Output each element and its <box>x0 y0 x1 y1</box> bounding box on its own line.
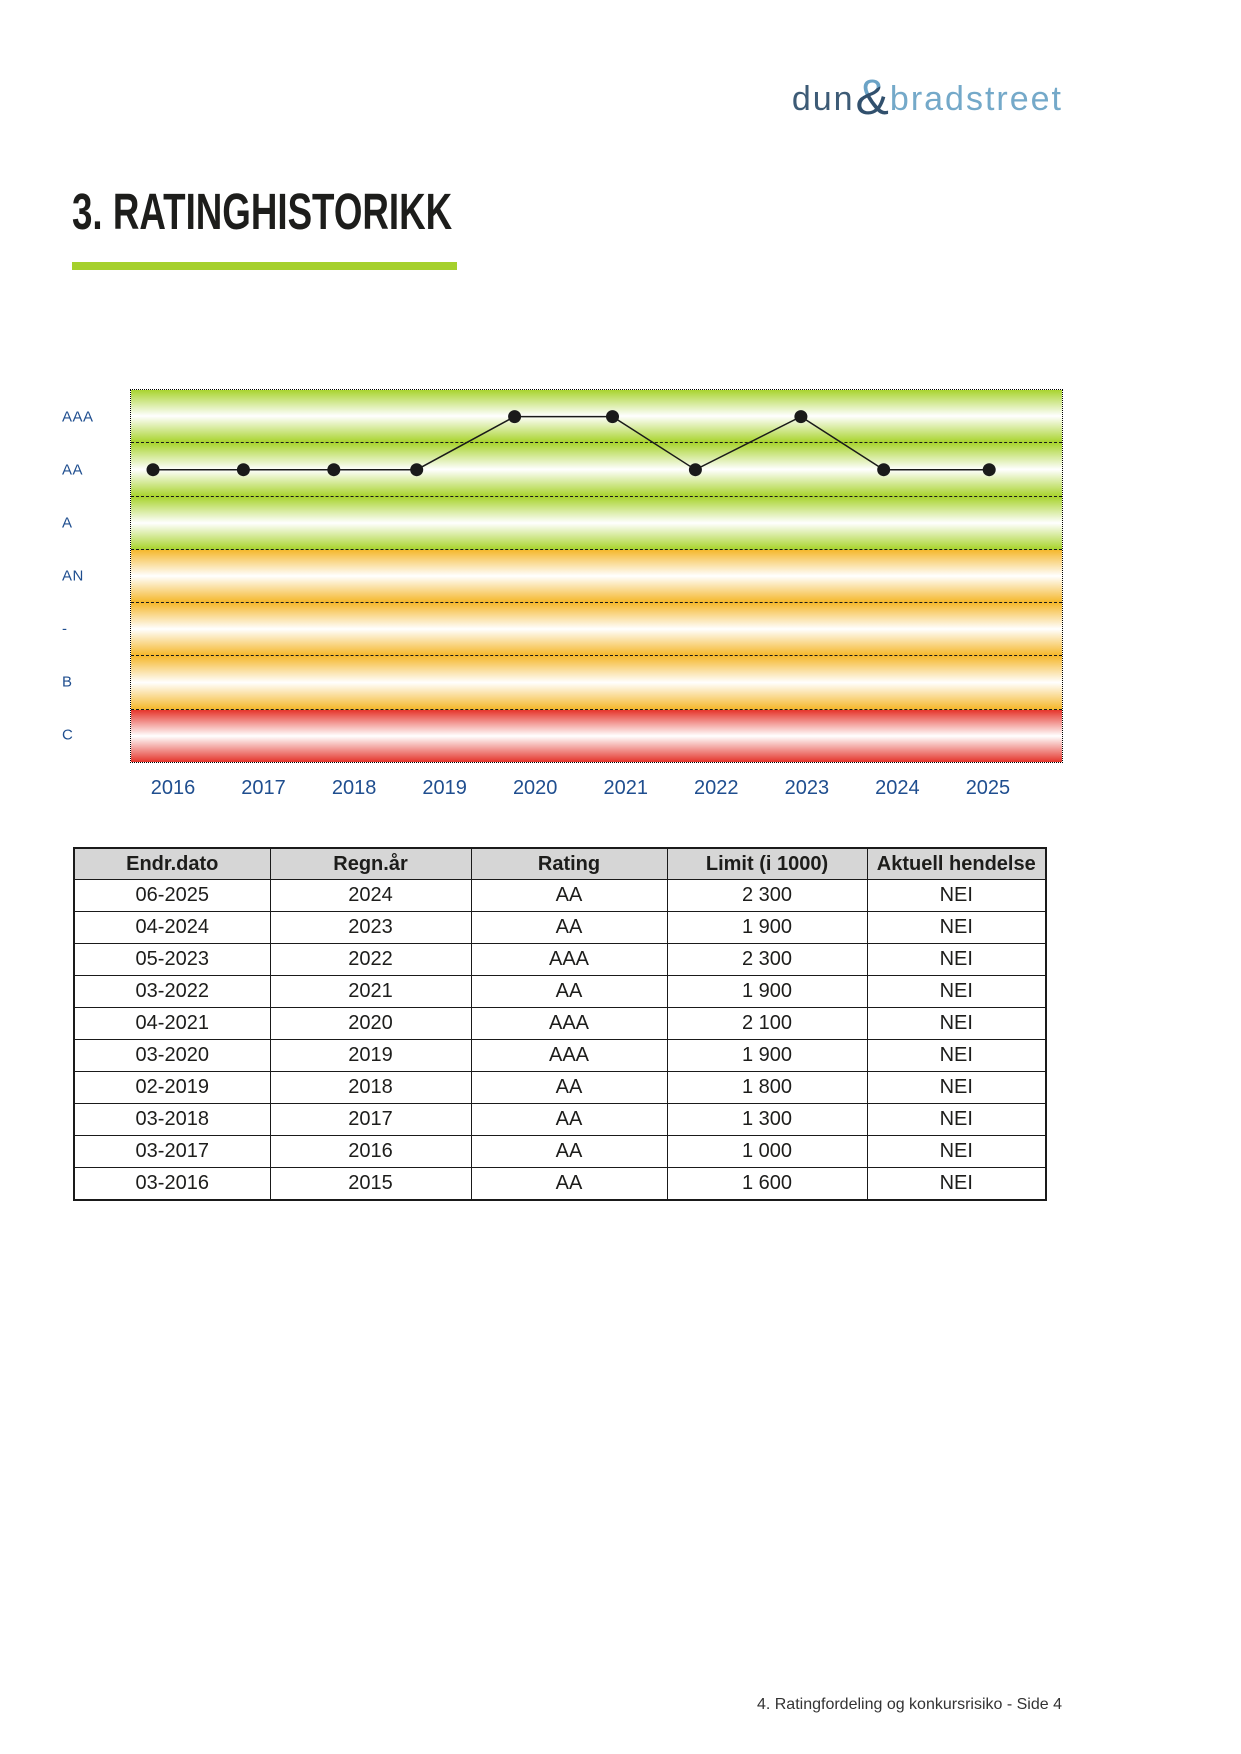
table-cell: 04-2021 <box>74 1008 270 1040</box>
x-axis-label: 2021 <box>603 777 648 799</box>
table-cell: 02-2019 <box>74 1072 270 1104</box>
table-cell: 1 300 <box>667 1104 867 1136</box>
table-header-cell: Rating <box>471 848 667 880</box>
x-axis-label: 2022 <box>694 777 739 799</box>
table-cell: AAA <box>471 944 667 976</box>
table-cell: NEI <box>867 944 1046 976</box>
x-axis-label: 2025 <box>965 777 1011 799</box>
table-cell: NEI <box>867 1104 1046 1136</box>
page-title: 3. RATINGHISTORIKK <box>72 183 453 240</box>
x-axis-label: 2019 <box>422 777 467 799</box>
table-cell: AA <box>471 976 667 1008</box>
table-cell: 05-2023 <box>74 944 270 976</box>
table-row <box>74 1040 1046 1072</box>
table-cell: 2016 <box>270 1136 471 1168</box>
table-cell: NEI <box>867 976 1046 1008</box>
table-cell: NEI <box>867 1136 1046 1168</box>
table-header-row <box>74 848 1046 880</box>
logo-text-bradstreet: bradstreet <box>889 80 1063 118</box>
table-header-cell: Aktuell hendelse <box>867 848 1046 880</box>
table-cell: 2018 <box>270 1072 471 1104</box>
table-cell: 03-2022 <box>74 976 270 1008</box>
x-axis-label: 2020 <box>512 777 558 799</box>
x-axis-label: 2024 <box>875 777 920 799</box>
y-axis-label: AA <box>62 461 84 479</box>
y-axis-label: AAA <box>62 408 94 426</box>
table-cell: 06-2025 <box>74 880 270 912</box>
table-cell: AA <box>471 880 667 912</box>
table-cell: 2019 <box>270 1040 471 1072</box>
rating-data-point <box>410 463 423 476</box>
table-row <box>74 1104 1046 1136</box>
table-cell: NEI <box>867 880 1046 912</box>
table-row <box>74 1008 1046 1040</box>
table-cell: 2020 <box>270 1008 471 1040</box>
y-axis-label: B <box>62 673 73 691</box>
table-cell: 1 800 <box>667 1072 867 1104</box>
table-cell: NEI <box>867 1168 1046 1201</box>
x-axis-label: 2016 <box>150 777 196 799</box>
x-axis-label: 2023 <box>784 777 830 799</box>
table-cell: AA <box>471 912 667 944</box>
rating-data-point <box>606 410 619 423</box>
dun-bradstreet-logo <box>791 64 1063 125</box>
table-cell: NEI <box>867 1040 1046 1072</box>
table-header-cell: Regn.år <box>270 848 471 880</box>
table-cell: AA <box>471 1136 667 1168</box>
table-row <box>74 1136 1046 1168</box>
table-cell: 1 900 <box>667 1040 867 1072</box>
page-footer: 4. Ratingfordeling og konkursrisiko - Side 4 <box>756 1696 1062 1713</box>
x-axis-label: 2017 <box>241 777 286 799</box>
rating-data-point <box>327 463 340 476</box>
table-cell: 03-2020 <box>74 1040 270 1072</box>
table-cell: 2024 <box>270 880 471 912</box>
table-cell: NEI <box>867 912 1046 944</box>
table-row <box>74 880 1046 912</box>
rating-data-point <box>237 463 250 476</box>
table-row <box>74 1168 1046 1201</box>
table-cell: AAA <box>471 1040 667 1072</box>
rating-data-point <box>983 463 996 476</box>
y-axis-label: C <box>62 726 74 744</box>
rating-history-chart <box>130 389 1063 763</box>
table-cell: 1 900 <box>667 976 867 1008</box>
y-axis-label: A <box>62 514 73 532</box>
table-cell: AA <box>471 1168 667 1201</box>
table-row <box>74 944 1046 976</box>
rating-trend-line <box>153 417 989 470</box>
rating-line-plot <box>131 390 1062 762</box>
x-axis-label: 2018 <box>331 777 377 799</box>
logo-text-dun: dun <box>791 80 855 118</box>
table-cell: 2017 <box>270 1104 471 1136</box>
rating-data-point <box>794 410 807 423</box>
y-axis-label: - <box>62 620 68 638</box>
rating-data-point <box>877 463 890 476</box>
table-cell: 2 300 <box>667 880 867 912</box>
table-cell: 2021 <box>270 976 471 1008</box>
table-cell: AA <box>471 1104 667 1136</box>
table-cell: 2023 <box>270 912 471 944</box>
table-cell: 2 100 <box>667 1008 867 1040</box>
table-row <box>74 976 1046 1008</box>
table-cell: 2022 <box>270 944 471 976</box>
table-cell: 2 300 <box>667 944 867 976</box>
table-cell: 04-2024 <box>74 912 270 944</box>
table-cell: AA <box>471 1072 667 1104</box>
title-underline <box>72 262 457 270</box>
table-header-cell: Endr.dato <box>74 848 270 880</box>
rating-data-point <box>508 410 521 423</box>
table-cell: AAA <box>471 1008 667 1040</box>
rating-data-point <box>147 463 160 476</box>
rating-history-table <box>73 847 1047 1201</box>
table-row <box>74 912 1046 944</box>
table-row <box>74 1072 1046 1104</box>
table-cell: 1 900 <box>667 912 867 944</box>
table-cell: 03-2017 <box>74 1136 270 1168</box>
y-axis-label: AN <box>62 567 84 585</box>
table-cell: 1 600 <box>667 1168 867 1201</box>
table-header-cell: Limit (i 1000) <box>667 848 867 880</box>
table-cell: NEI <box>867 1008 1046 1040</box>
logo-ampersand-icon: & <box>855 69 889 125</box>
table-cell: 03-2016 <box>74 1168 270 1201</box>
table-cell: 03-2018 <box>74 1104 270 1136</box>
rating-data-point <box>689 463 702 476</box>
table-cell: 2015 <box>270 1168 471 1201</box>
table-cell: 1 000 <box>667 1136 867 1168</box>
table-cell: NEI <box>867 1072 1046 1104</box>
